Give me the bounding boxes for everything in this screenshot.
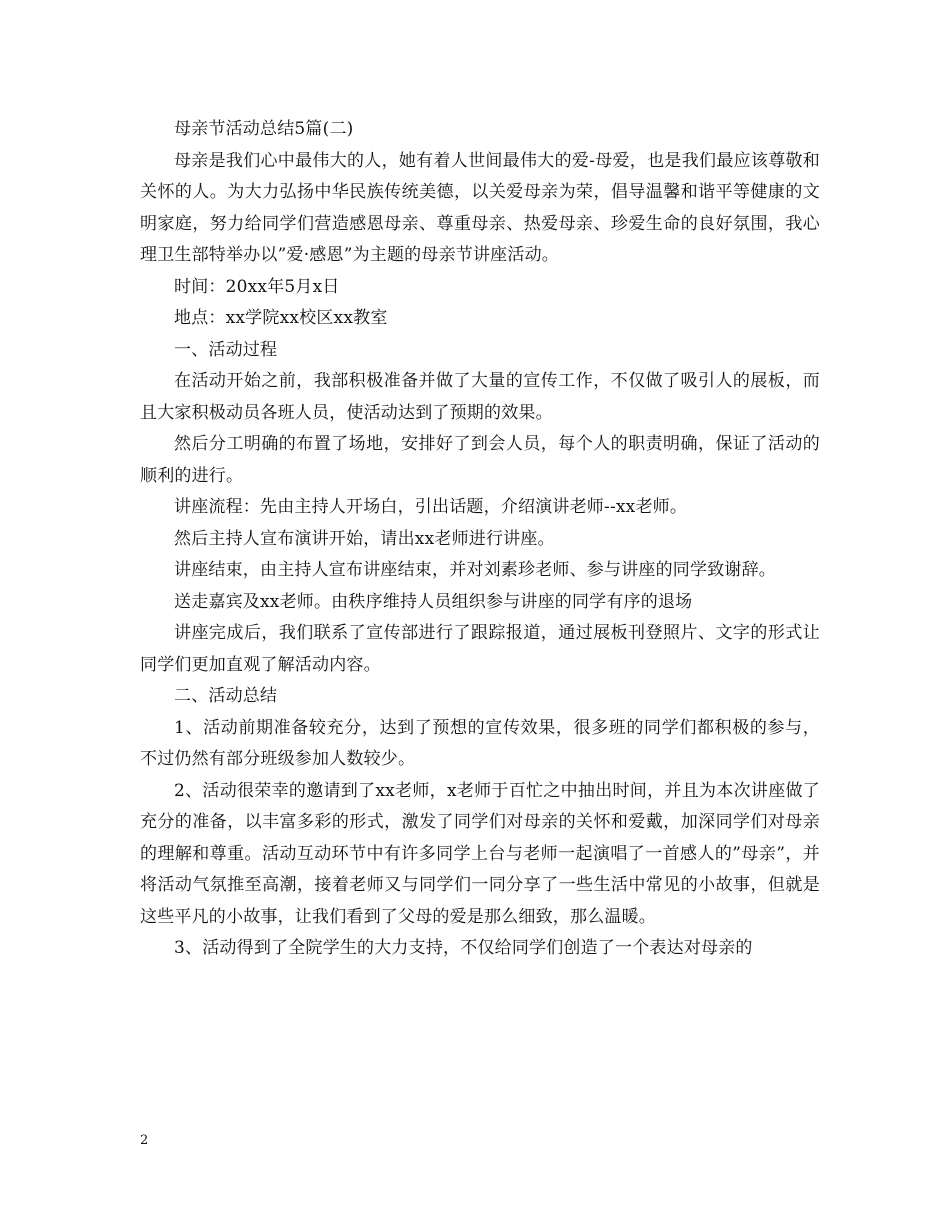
- section-heading-process: 一、活动过程: [174, 339, 278, 360]
- page-number: 2: [140, 1133, 149, 1148]
- paragraph: 在活动开始之前，我部积极准备并做了大量的宣传工作，不仅做了吸引人的展板，而且大家积极动员各班人员，使活动达到了预期的效果。: [140, 371, 820, 423]
- intro-paragraph: 母亲是我们心中最伟大的人，她有着人世间最伟大的爱-母爱，也是我们最应该尊敬和关怀的人。为大力弘扬中华民族传统美德，以关爱母亲为荣，倡导温馨和谐平等健康的文明家庭，努力给同学们营造感恩母亲、尊重母亲、热爱母亲、珍爱生命的良好氛围，我心理卫生部特举办以”爱·感恩”为主题的母亲节讲座活动。: [140, 150, 820, 265]
- document-heading: 母亲节活动总结5篇(二): [174, 119, 354, 139]
- section-heading-summary: 二、活动总结: [174, 686, 278, 706]
- paragraph: 送走嘉宾及xx老师。由秩序维持人员组织参与讲座的同学有序的退场: [174, 591, 693, 612]
- summary-item-2: 2、活动很荣幸的邀请到了xx老师，x老师于百忙之中抽出时间，并且为本次讲座做了充分的准备，以丰富多彩的形式，激发了同学们对母亲的关怀和爱戴，加深同学们对母亲的理解和尊重。活动互动环节中有许多同学上台与老师一起演唱了一首感人的”母亲”，并将活动气氛推至高潮，接着老师又与同学们一同分享了一些生活中常见的小故事，但就是这些平凡的小故事，让我们看到了父母的爱是那么细致，那么温暖。: [140, 780, 820, 927]
- paragraph: 讲座完成后，我们联系了宣传部进行了跟踪报道，通过展板刊登照片、文字的形式让同学们更加直观了解活动内容。: [140, 623, 820, 675]
- summary-item-3: 3、活动得到了全院学生的大力支持，不仅给同学们创造了一个表达对母亲的: [174, 938, 753, 958]
- paragraph: 然后分工明确的布置了场地，安排好了到会人员，每个人的职责明确，保证了活动的顺利的进行。: [140, 434, 820, 486]
- paragraph: 然后主持人宣布演讲开始，请出xx老师进行讲座。: [174, 528, 555, 549]
- document-body: [140, 114, 820, 965]
- time-line: 时间：20xx年5月x日: [174, 276, 340, 297]
- location-line: 地点：xx学院xx校区xx教室: [174, 308, 388, 328]
- paragraph: 讲座结束，由主持人宣布讲座结束，并对刘素珍老师、参与讲座的同学致谢辞。: [174, 560, 776, 580]
- paragraph: 讲座流程：先由主持人开场白，引出话题，介绍演讲老师--xx老师。: [174, 497, 688, 517]
- summary-item-1: 1、活动前期准备较充分，达到了预想的宣传效果，很多班的同学们都积极的参与，不过仍然有部分班级参加人数较少。: [140, 717, 820, 769]
